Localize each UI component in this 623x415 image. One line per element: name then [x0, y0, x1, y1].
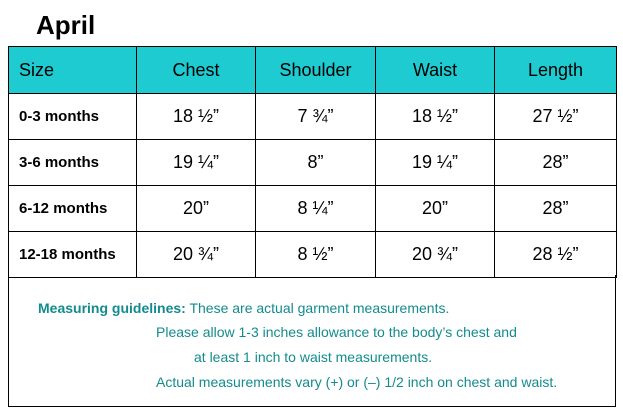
waist-cell: 19 ¼” — [376, 140, 495, 186]
chest-cell: 18 ½” — [137, 94, 256, 140]
guidelines-line-4: Actual measurements vary (+) or (–) 1/2 inch on chest and waist. — [156, 374, 558, 390]
chest-cell: 20 ¾” — [137, 232, 256, 278]
waist-cell: 20 ¾” — [376, 232, 495, 278]
chest-cell: 19 ¼” — [137, 140, 256, 186]
header-size: Size — [9, 47, 137, 94]
shoulder-cell: 8” — [256, 140, 376, 186]
size-cell: 6-12 months — [9, 186, 137, 232]
size-chart-table — [8, 46, 617, 278]
length-cell: 28” — [495, 140, 617, 186]
guidelines-label: Measuring guidelines: — [38, 300, 186, 316]
header-length: Length — [495, 47, 617, 94]
waist-cell: 20” — [376, 186, 495, 232]
table-row — [9, 232, 617, 278]
guidelines-line-3: at least 1 inch to waist measurements. — [194, 349, 433, 365]
guidelines-line-2: Please allow 1-3 inches allowance to the body’s chest and — [156, 324, 517, 340]
length-cell: 28 ½” — [495, 232, 617, 278]
guidelines-text-1: These are actual garment measurements. — [185, 300, 450, 316]
guidelines-line-1 — [38, 300, 449, 316]
table-header-row — [9, 47, 617, 94]
header-shoulder: Shoulder — [256, 47, 376, 94]
size-cell: 12-18 months — [9, 232, 137, 278]
table-row — [9, 140, 617, 186]
length-cell: 28” — [495, 186, 617, 232]
shoulder-cell: 8 ¼” — [256, 186, 376, 232]
page-title: April — [36, 10, 96, 40]
waist-cell: 18 ½” — [376, 94, 495, 140]
measuring-guidelines-box — [8, 275, 616, 407]
chest-cell: 20” — [137, 186, 256, 232]
table-row — [9, 186, 617, 232]
shoulder-cell: 8 ½” — [256, 232, 376, 278]
length-cell: 27 ½” — [495, 94, 617, 140]
header-waist: Waist — [376, 47, 495, 94]
shoulder-cell: 7 ¾” — [256, 94, 376, 140]
header-chest: Chest — [137, 47, 256, 94]
size-cell: 0-3 months — [9, 94, 137, 140]
size-cell: 3-6 months — [9, 140, 137, 186]
table-row — [9, 94, 617, 140]
